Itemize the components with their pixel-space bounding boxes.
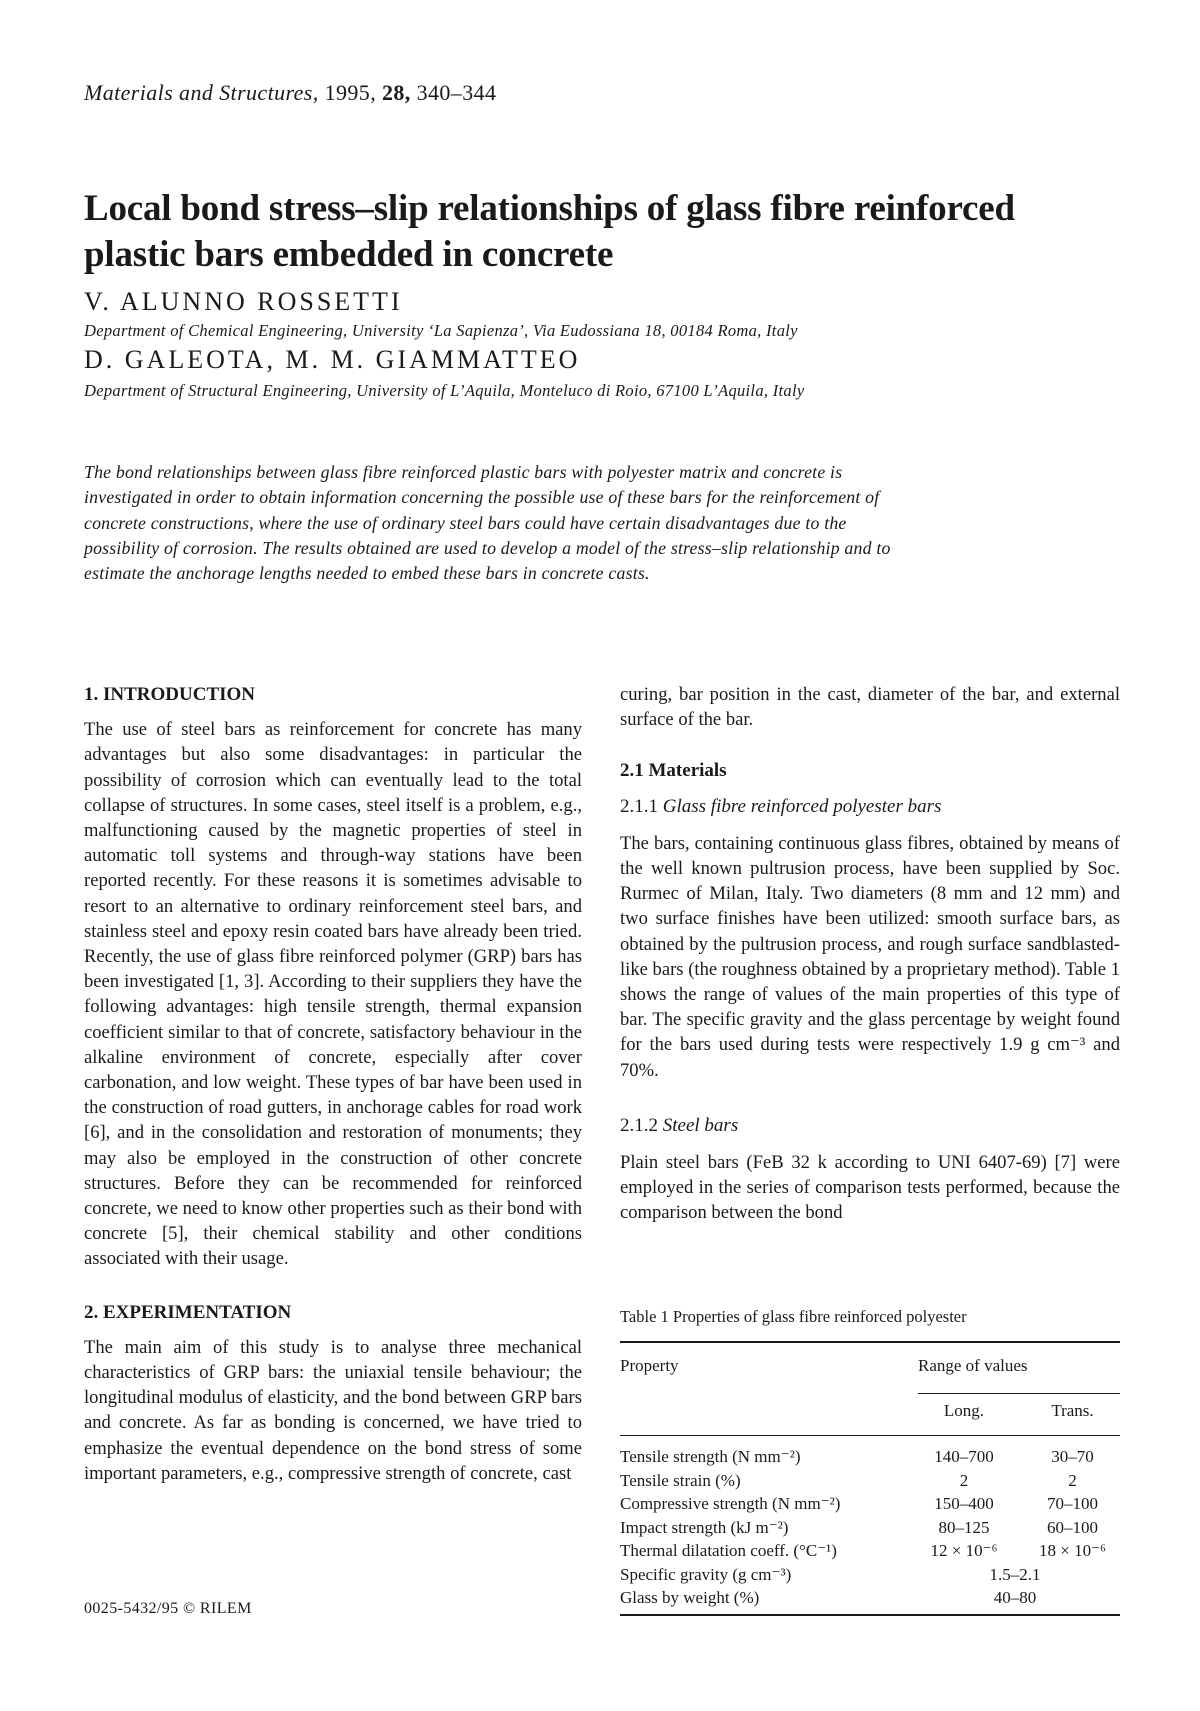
cell-property: Glass by weight (%) bbox=[620, 1588, 760, 1607]
table-header-row bbox=[620, 1356, 1120, 1378]
journal-name: Materials and Structures, bbox=[84, 80, 319, 105]
table-row bbox=[620, 1588, 1120, 1610]
cell-long: 140–700 bbox=[934, 1447, 994, 1466]
column-right bbox=[620, 682, 1120, 1226]
table-bottom-rule bbox=[620, 1614, 1120, 1616]
cell-property: Thermal dilatation coeff. (°C⁻¹) bbox=[620, 1541, 837, 1560]
table-row bbox=[620, 1565, 1120, 1587]
title-line-1: Local bond stress–slip relationships of glass fibre reinforced bbox=[84, 188, 1015, 229]
table-caption: Table 1 Properties of glass fibre reinforced polyester bbox=[620, 1307, 967, 1326]
cell-long: 150–400 bbox=[934, 1494, 994, 1513]
cell-property: Impact strength (kJ m⁻²) bbox=[620, 1517, 789, 1537]
author-2: D. GALEOTA, M. M. GIAMMATTEO bbox=[84, 345, 581, 374]
subsection-heading-steel bbox=[620, 1113, 1120, 1138]
cell-trans: 2 bbox=[1068, 1470, 1077, 1490]
header-long: Long. bbox=[943, 1401, 985, 1420]
abstract: The bond relationships between glass fibre reinforced plastic bars with polyester matrix and concrete is investigated in order to obtain information concerning the possible use of these bars for the reinforcement of concrete constructions, where the use of ordinary steel bars could have certain disadvantages due to the possibility of corrosion. The results obtained are used to develop a model of the stress–slip relationship and to estimate the anchorage lengths needed to embed these bars in concrete casts. bbox=[84, 462, 891, 584]
journal-year: 1995, bbox=[324, 80, 377, 105]
section-heading-introduction: 1. INTRODUCTION bbox=[84, 684, 256, 705]
paper-title bbox=[84, 186, 1144, 278]
table-row bbox=[620, 1541, 1120, 1563]
table-subheader-row bbox=[620, 1401, 1120, 1423]
cell-long: 12 × 10⁻⁶ bbox=[930, 1541, 998, 1560]
experimentation-continued-text: curing, bar position in the cast, diameter of the bar, and external surface of the bar. bbox=[620, 684, 1120, 731]
header-trans: Trans. bbox=[1051, 1401, 1094, 1420]
cell-trans: 60–100 bbox=[1047, 1517, 1098, 1537]
subsection-number: 2.1.2 bbox=[620, 1114, 658, 1136]
table-row bbox=[620, 1447, 1120, 1469]
header-range-of-values: Range of values bbox=[918, 1356, 1028, 1375]
column-left bbox=[84, 682, 582, 1486]
subsection-title: Steel bars bbox=[662, 1114, 739, 1136]
affiliation-1: Department of Chemical Engineering, University ‘La Sapienza’, Via Eudossiana 18, 00184 Roma, Italy bbox=[84, 321, 798, 340]
section-heading-materials: 2.1 Materials bbox=[620, 760, 727, 782]
subsection-title: Glass fibre reinforced polyester bars bbox=[662, 795, 942, 817]
journal-reference bbox=[84, 80, 496, 106]
journal-volume: 28, bbox=[382, 80, 411, 105]
cell-property: Specific gravity (g cm⁻³) bbox=[620, 1564, 792, 1584]
journal-pages: 340–344 bbox=[416, 80, 497, 105]
cell-property: Tensile strain (%) bbox=[620, 1470, 741, 1490]
section-heading-experimentation: 2. EXPERIMENTATION bbox=[84, 1301, 292, 1323]
table-body bbox=[620, 1447, 1120, 1619]
issn-copyright: 0025-5432/95 © RILEM bbox=[84, 1600, 252, 1617]
cell-trans: 18 × 10⁻⁶ bbox=[1039, 1541, 1106, 1560]
properties-table bbox=[620, 1341, 1120, 1457]
author-1: V. ALUNNO ROSSETTI bbox=[84, 287, 403, 316]
table-row bbox=[620, 1471, 1120, 1493]
subsection-number: 2.1.1 bbox=[620, 795, 658, 817]
table-spanner-rule bbox=[918, 1393, 1120, 1394]
grp-bars-text: The bars, containing continuous glass fibres, obtained by means of the well known pultrusion process, have been supplied by Soc. Rurmec of Milan, Italy. Two diameters (8 mm and 12 mm) and two surface finishes have been utilized: smooth surface bars, as obtained by the pultrusion process, and rough surface sandblasted-like bars (the roughness obtained by a proprietary method). Table 1 shows the range of values of the main properties of this type of bar. The specific gravity and the glass percentage by weight found for the bars used during tests were respectively 1.9 g cm⁻³ and 70%. bbox=[620, 832, 1120, 1081]
cell-trans: 70–100 bbox=[1047, 1494, 1098, 1513]
affiliation-2: Department of Structural Engineering, University of L’Aquila, Monteluco di Roio, 67100 L’Aquila, Italy bbox=[84, 381, 805, 400]
title-line-2: plastic bars embedded in concrete bbox=[84, 234, 614, 275]
cell-value: 1.5–2.1 bbox=[989, 1564, 1041, 1584]
cell-long: 80–125 bbox=[938, 1517, 990, 1537]
header-property: Property bbox=[620, 1356, 679, 1375]
table-header-rule bbox=[620, 1435, 1120, 1436]
cell-value: 40–80 bbox=[993, 1588, 1037, 1607]
steel-bars-text: Plain steel bars (FeB 32 k according to UNI 6407-69) [7] were employed in the series of comparison tests performed, because the comparison between the bond bbox=[620, 1152, 1120, 1224]
table-row bbox=[620, 1494, 1120, 1516]
cell-property: Compressive strength (N mm⁻²) bbox=[620, 1494, 841, 1513]
table-row bbox=[620, 1518, 1120, 1540]
experimentation-text: The main aim of this study is to analyse three mechanical characteristics of GRP bars: the uniaxial tensile behaviour; the longitudinal modulus of elasticity, and the bond between GRP bars and concrete. As far as bonding is concerned, we have tried to emphasize the eventual dependence on the bond stress of some important parameters, e.g., compressive strength of concrete, cast bbox=[84, 1336, 582, 1484]
cell-property: Tensile strength (N mm⁻²) bbox=[620, 1447, 801, 1466]
cell-long: 2 bbox=[959, 1470, 969, 1490]
cell-trans: 30–70 bbox=[1051, 1447, 1094, 1466]
introduction-text: The use of steel bars as reinforcement for concrete has many advantages but also some disadvantages: in particular the possibility of corrosion which can eventually lead to the total collapse of structures. In some cases, steel itself is a problem, e.g., malfunctioning caused by the magnetic properties of steel in automatic toll systems and through-way stations have been reported recently. For these reasons it is sometimes advisable to resort to an alternative to ordinary reinforcement steel bars, and stainless steel and epoxy resin coated bars have already been tried. Recently, the use of glass fibre reinforced polymer (GRP) bars has been investigated [1, 3]. According to their suppliers they have the following advantages: high tensile strength, thermal expansion coefficient similar to that of concrete, satisfactory behaviour in the alkaline environment of concrete, especially after cover carbonation, and low weight. These types of bar have been used in the construction of road gutters, in anchorage cables for road work [6], and in the consolidation and restoration of monuments; they may also be employed in the construction of other concrete structures. Before they can be recommended for reinforced concrete, we need to know other properties such as their bond with concrete [5], their chemical stability and other conditions associated with their usage. bbox=[84, 719, 582, 1270]
subsection-heading-grp bbox=[620, 794, 1120, 819]
table-top-rule bbox=[620, 1341, 1120, 1343]
